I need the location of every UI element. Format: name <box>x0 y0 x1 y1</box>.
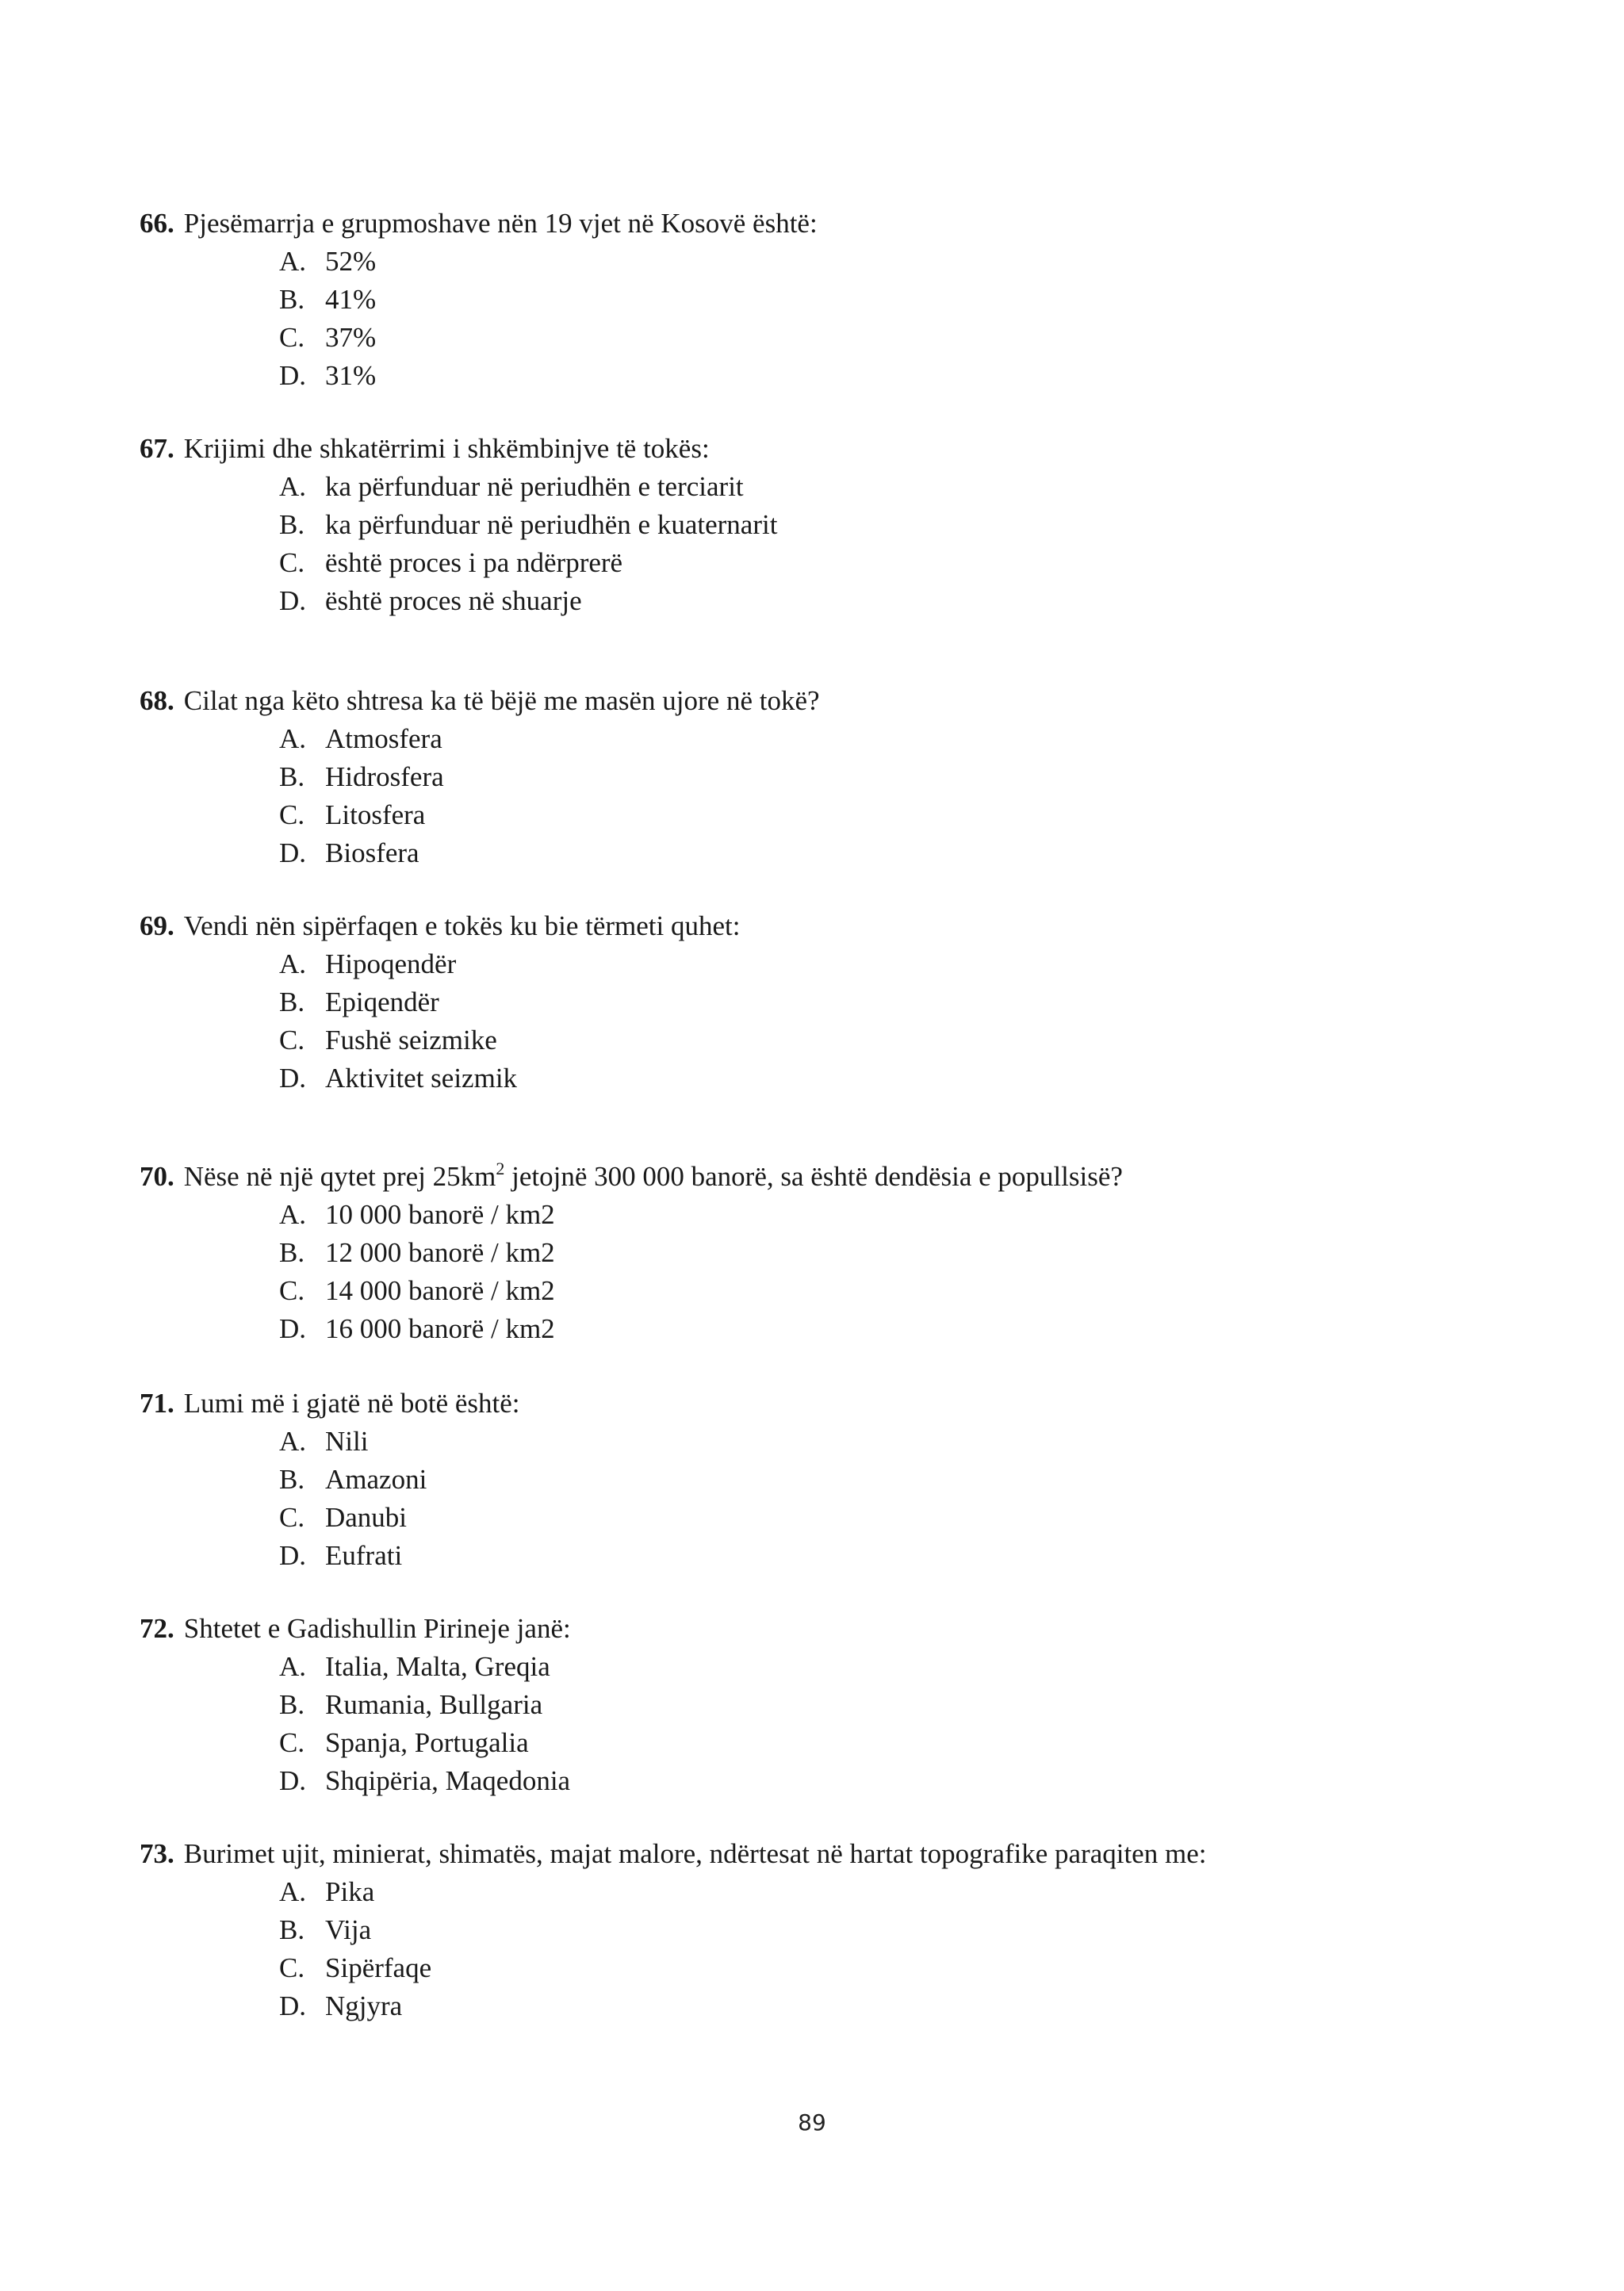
option-letter: D. <box>279 360 307 391</box>
option-d <box>279 1987 1535 2025</box>
option-letter: C. <box>279 799 305 830</box>
option-a <box>279 720 1535 758</box>
option-letter: B. <box>279 1464 305 1495</box>
option-text: Sipërfaqe <box>325 1952 432 1983</box>
option-a <box>279 945 1535 983</box>
question-number: 68. <box>140 685 174 716</box>
option-d <box>279 357 1535 395</box>
question-text-after: jetojnë 300 000 banorë, sa është dendësia e popullsisë? <box>504 1161 1123 1192</box>
question-73 <box>140 1835 1535 2025</box>
option-text: 10 000 banorë / km2 <box>325 1199 555 1230</box>
option-letter: D. <box>279 1765 307 1796</box>
option-letter: D. <box>279 1063 307 1094</box>
option-letter: B. <box>279 1689 305 1720</box>
option-text: Biosfera <box>325 837 419 868</box>
option-text: Hidrosfera <box>325 761 444 792</box>
option-d <box>279 1059 1535 1098</box>
question-text: Vendi nën sipërfaqen e tokës ku bie tërmeti quhet: <box>183 910 741 941</box>
question-number: 67. <box>140 433 174 464</box>
option-c <box>279 796 1535 834</box>
option-letter: A. <box>279 471 307 502</box>
option-c <box>279 544 1535 582</box>
option-b <box>279 281 1535 319</box>
question-68 <box>140 682 1535 872</box>
question-number: 71. <box>140 1388 174 1419</box>
option-a <box>279 1196 1535 1234</box>
option-text: Ngjyra <box>325 1990 403 2021</box>
option-text: 37% <box>325 322 377 353</box>
question-70 <box>140 1158 1535 1348</box>
question-67 <box>140 430 1535 620</box>
option-letter: A. <box>279 723 307 754</box>
option-letter: C. <box>279 547 305 578</box>
option-letter: A. <box>279 948 307 979</box>
option-text: Spanja, Portugalia <box>325 1727 529 1758</box>
question-stem <box>140 430 1535 468</box>
option-letter: D. <box>279 1540 307 1571</box>
option-text: 31% <box>325 360 377 391</box>
question-stem <box>140 205 1535 243</box>
page-number: 89 <box>798 2109 826 2136</box>
option-c <box>279 1499 1535 1537</box>
option-text: është proces në shuarje <box>325 585 582 616</box>
option-text: Atmosfera <box>325 723 442 754</box>
option-text: Epiqendër <box>325 987 439 1017</box>
option-letter: B. <box>279 509 305 540</box>
option-b <box>279 1686 1535 1724</box>
option-letter: B. <box>279 761 305 792</box>
option-text: ka përfunduar në periudhën e kuaternarit <box>325 509 778 540</box>
option-letter: D. <box>279 585 307 616</box>
option-a <box>279 243 1535 281</box>
option-d <box>279 582 1535 620</box>
option-a <box>279 1648 1535 1686</box>
option-letter: C. <box>279 1025 305 1055</box>
option-text: 52% <box>325 246 377 277</box>
question-text: Lumi më i gjatë në botë është: <box>183 1388 520 1419</box>
question-text: Cilat nga këto shtresa ka të bëjë me masën ujore në tokë? <box>183 685 820 716</box>
question-text-before: Nëse në një qytet prej 25km <box>183 1161 496 1192</box>
option-text: 16 000 banorë / km2 <box>325 1313 555 1344</box>
option-text: Italia, Malta, Greqia <box>325 1651 550 1682</box>
option-letter: D. <box>279 1313 307 1344</box>
option-text: Litosfera <box>325 799 426 830</box>
option-text: 14 000 banorë / km2 <box>325 1275 555 1306</box>
option-b <box>279 1911 1535 1949</box>
option-text: Shqipëria, Maqedonia <box>325 1765 571 1796</box>
option-c <box>279 1272 1535 1310</box>
option-letter: B. <box>279 1237 305 1268</box>
question-stem <box>140 1158 1535 1196</box>
option-letter: B. <box>279 987 305 1017</box>
option-c <box>279 1021 1535 1059</box>
option-c <box>279 319 1535 357</box>
option-letter: C. <box>279 322 305 353</box>
option-b <box>279 1234 1535 1272</box>
question-number: 72. <box>140 1613 174 1644</box>
option-c <box>279 1724 1535 1762</box>
option-text: Hipoqendër <box>325 948 457 979</box>
option-text: Nili <box>325 1426 369 1457</box>
option-d <box>279 1762 1535 1800</box>
option-text: Danubi <box>325 1502 408 1533</box>
option-text: Aktivitet seizmik <box>325 1063 518 1094</box>
option-text: Amazoni <box>325 1464 427 1495</box>
option-b <box>279 506 1535 544</box>
question-number: 66. <box>140 208 174 239</box>
option-letter: C. <box>279 1275 305 1306</box>
option-letter: C. <box>279 1502 305 1533</box>
question-number: 73. <box>140 1838 174 1869</box>
option-d <box>279 1537 1535 1575</box>
option-letter: A. <box>279 246 307 277</box>
question-69 <box>140 907 1535 1098</box>
option-text: 12 000 banorë / km2 <box>325 1237 555 1268</box>
option-text: Eufrati <box>325 1540 403 1571</box>
option-a <box>279 1423 1535 1461</box>
question-number: 70. <box>140 1161 174 1192</box>
option-letter: A. <box>279 1199 307 1230</box>
option-letter: A. <box>279 1426 307 1457</box>
question-number: 69. <box>140 910 174 941</box>
option-c <box>279 1949 1535 1987</box>
option-text: Rumania, Bullgaria <box>325 1689 543 1720</box>
question-stem <box>140 682 1535 720</box>
option-letter: D. <box>279 837 307 868</box>
question-stem <box>140 907 1535 945</box>
question-text: Burimet ujit, minierat, shimatës, majat malore, ndërtesat në hartat topografike paraqiten me: <box>183 1838 1207 1869</box>
option-a <box>279 468 1535 506</box>
option-text: Pika <box>325 1876 375 1907</box>
option-text: ka përfunduar në periudhën e terciarit <box>325 471 744 502</box>
option-letter: C. <box>279 1952 305 1983</box>
option-b <box>279 983 1535 1021</box>
question-stem <box>140 1385 1535 1423</box>
option-letter: B. <box>279 1914 305 1945</box>
option-letter: D. <box>279 1990 307 2021</box>
option-b <box>279 1461 1535 1499</box>
question-72 <box>140 1610 1535 1800</box>
option-text: Fushë seizmike <box>325 1025 497 1055</box>
question-text: Pjesëmarrja e grupmoshave nën 19 vjet në Kosovë është: <box>183 208 818 239</box>
question-stem <box>140 1610 1535 1648</box>
question-66 <box>140 205 1535 395</box>
option-d <box>279 834 1535 872</box>
question-text: Shtetet e Gadishullin Pirineje janë: <box>183 1613 571 1644</box>
option-letter: B. <box>279 284 305 315</box>
option-a <box>279 1873 1535 1911</box>
option-text: Vija <box>325 1914 372 1945</box>
option-letter: A. <box>279 1651 307 1682</box>
option-text: 41% <box>325 284 377 315</box>
question-stem <box>140 1835 1535 1873</box>
question-text: Krijimi dhe shkatërrimi i shkëmbinjve të tokës: <box>183 433 710 464</box>
option-d <box>279 1310 1535 1348</box>
option-b <box>279 758 1535 796</box>
option-letter: A. <box>279 1876 307 1907</box>
question-71 <box>140 1385 1535 1575</box>
option-letter: C. <box>279 1727 305 1758</box>
superscript-two: 2 <box>496 1159 505 1178</box>
option-text: është proces i pa ndërprerë <box>325 547 623 578</box>
